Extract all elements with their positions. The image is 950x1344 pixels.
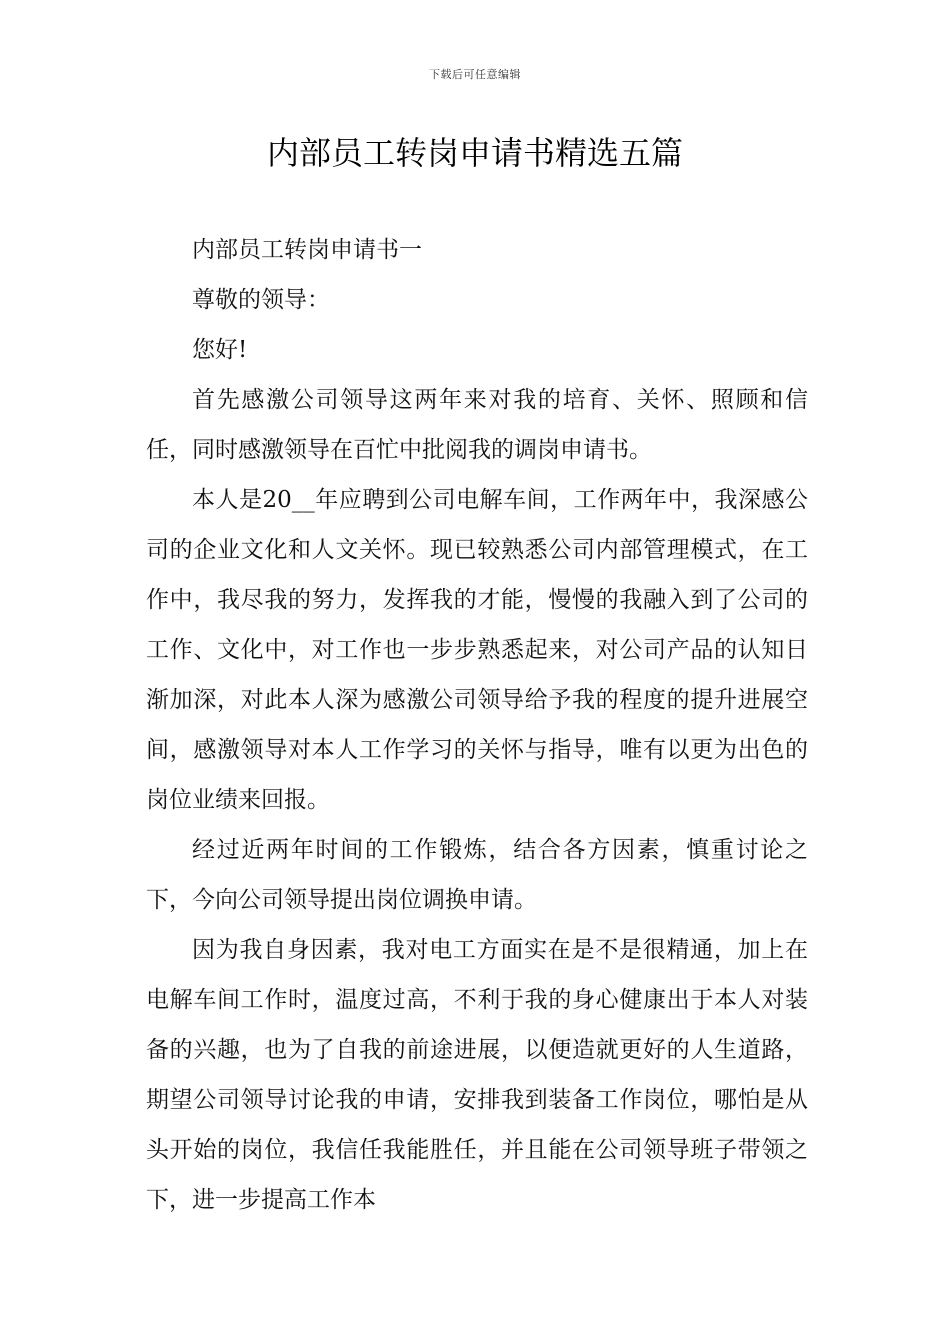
body-paragraph: 经过近两年时间的工作锻炼，结合各方因素，慎重讨论之下，今向公司领导提出岗位调换申请。 — [146, 837, 808, 913]
section-heading: 内部员工转岗申请书一 — [192, 237, 422, 263]
greeting: 您好! — [192, 337, 248, 363]
body-paragraph: 本人是20__年应聘到公司电解车间，工作两年中，我深感公司的企业文化和人文关怀。现已较熟悉公司内部管理模式，在工作中，我尽我的努力，发挥我的才能，慢慢的我融入到了公司的工作、文化中，对工作也一步步熟悉起来，对公司产品的认知日渐加深，对此本人深为感激公司领导给予我的程度的提升进展空间，感激领导对本人工作学习的关怀与指导，唯有以更为出色的岗位业绩来回报。 — [146, 487, 808, 813]
header-note: 下载后可任意编辑 — [429, 68, 521, 81]
document-title: 内部员工转岗申请书精选五篇 — [266, 134, 683, 172]
document-body — [146, 225, 808, 1225]
salutation: 尊敬的领导： — [192, 287, 330, 313]
body-paragraph: 因为我自身因素，我对电工方面实在是不是很精通，加上在电解车间工作时，温度过高，不利于我的身心健康出于本人对装备的兴趣，也为了自我的前途进展，以便造就更好的人生道路，期望公司领导讨论我的申请，安排我到装备工作岗位，哪怕是从头开始的岗位，我信任我能胜任，并且能在公司领导班子带领之下，进一步提高工作本 — [146, 937, 808, 1213]
body-paragraph: 首先感激公司领导这两年来对我的培育、关怀、照顾和信任，同时感激领导在百忙中批阅我的调岗申请书。 — [146, 387, 808, 463]
